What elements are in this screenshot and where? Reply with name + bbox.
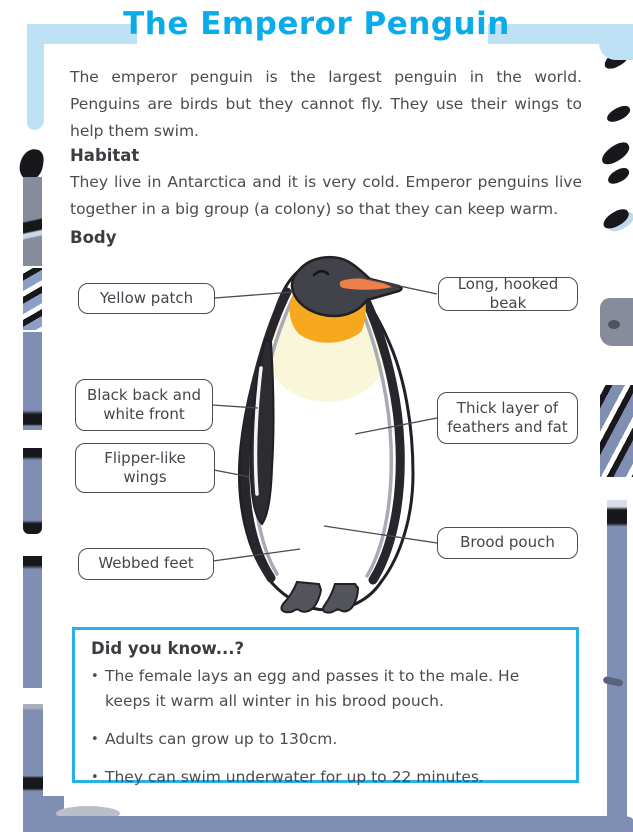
border-art-fragment xyxy=(600,206,631,232)
diagram-label-long-hooked-beak xyxy=(438,274,578,312)
label-text: Thick layer of feathers and fat xyxy=(447,398,568,436)
diagram-label-brood-pouch xyxy=(437,527,578,559)
border-art-fragment xyxy=(23,332,42,430)
border-art-fragment xyxy=(607,500,627,832)
habitat-paragraph: They live in Antarctica and it is very cold. Emperor penguins live together in a big group (a colony) so that they can keep warm. xyxy=(70,173,582,218)
diagram-label-thick-layer-feathers-fat xyxy=(437,392,578,444)
label-text: Long, hooked beak xyxy=(457,274,559,312)
frame-bar-right-tail xyxy=(599,43,633,60)
did-you-know-box xyxy=(72,627,579,786)
border-art-fragment xyxy=(27,816,633,832)
body-heading: Body xyxy=(70,228,117,247)
diagram-label-black-back-white-front xyxy=(75,379,213,431)
label-text: Webbed feet xyxy=(98,554,194,573)
border-art-fragment xyxy=(600,298,633,346)
page-title: The Emperor Penguin xyxy=(123,6,510,42)
label-text: Flipper-like wings xyxy=(104,448,186,486)
fact-item: • The female lays an egg and passes it to the male. He keeps it warm all winter in his brood pouch. xyxy=(91,664,560,714)
diagram-label-flipper-like-wings xyxy=(75,443,215,493)
fact-item: • They can swim underwater for up to 22 minutes. xyxy=(91,765,560,790)
border-art-fragment xyxy=(602,676,623,687)
border-art-fragment xyxy=(23,177,42,266)
border-art-fragment xyxy=(23,268,42,330)
border-art-fragment xyxy=(605,103,633,125)
label-text: Black back and white front xyxy=(87,385,201,423)
intro-paragraph: The emperor penguin is the largest penguin in the world. Penguins are birds but they cannot fly. They use their wings to help them swim. xyxy=(70,68,582,140)
border-art-fragment xyxy=(23,448,42,534)
border-art-fragment xyxy=(23,556,42,688)
fact-item: • Adults can grow up to 130cm. xyxy=(91,727,560,752)
label-text: Brood pouch xyxy=(460,533,555,552)
border-art-fragment xyxy=(598,139,632,168)
habitat-heading: Habitat xyxy=(70,146,140,165)
did-you-know-heading: Did you know...? xyxy=(91,639,245,658)
penguin-illustration xyxy=(215,250,475,620)
border-art-fragment xyxy=(600,385,633,477)
border-art-fragment xyxy=(606,165,632,186)
diagram-label-yellow-patch xyxy=(78,283,215,314)
diagram-label-webbed-feet xyxy=(78,548,214,580)
label-text: Yellow patch xyxy=(99,288,194,307)
did-you-know-list xyxy=(91,664,560,790)
